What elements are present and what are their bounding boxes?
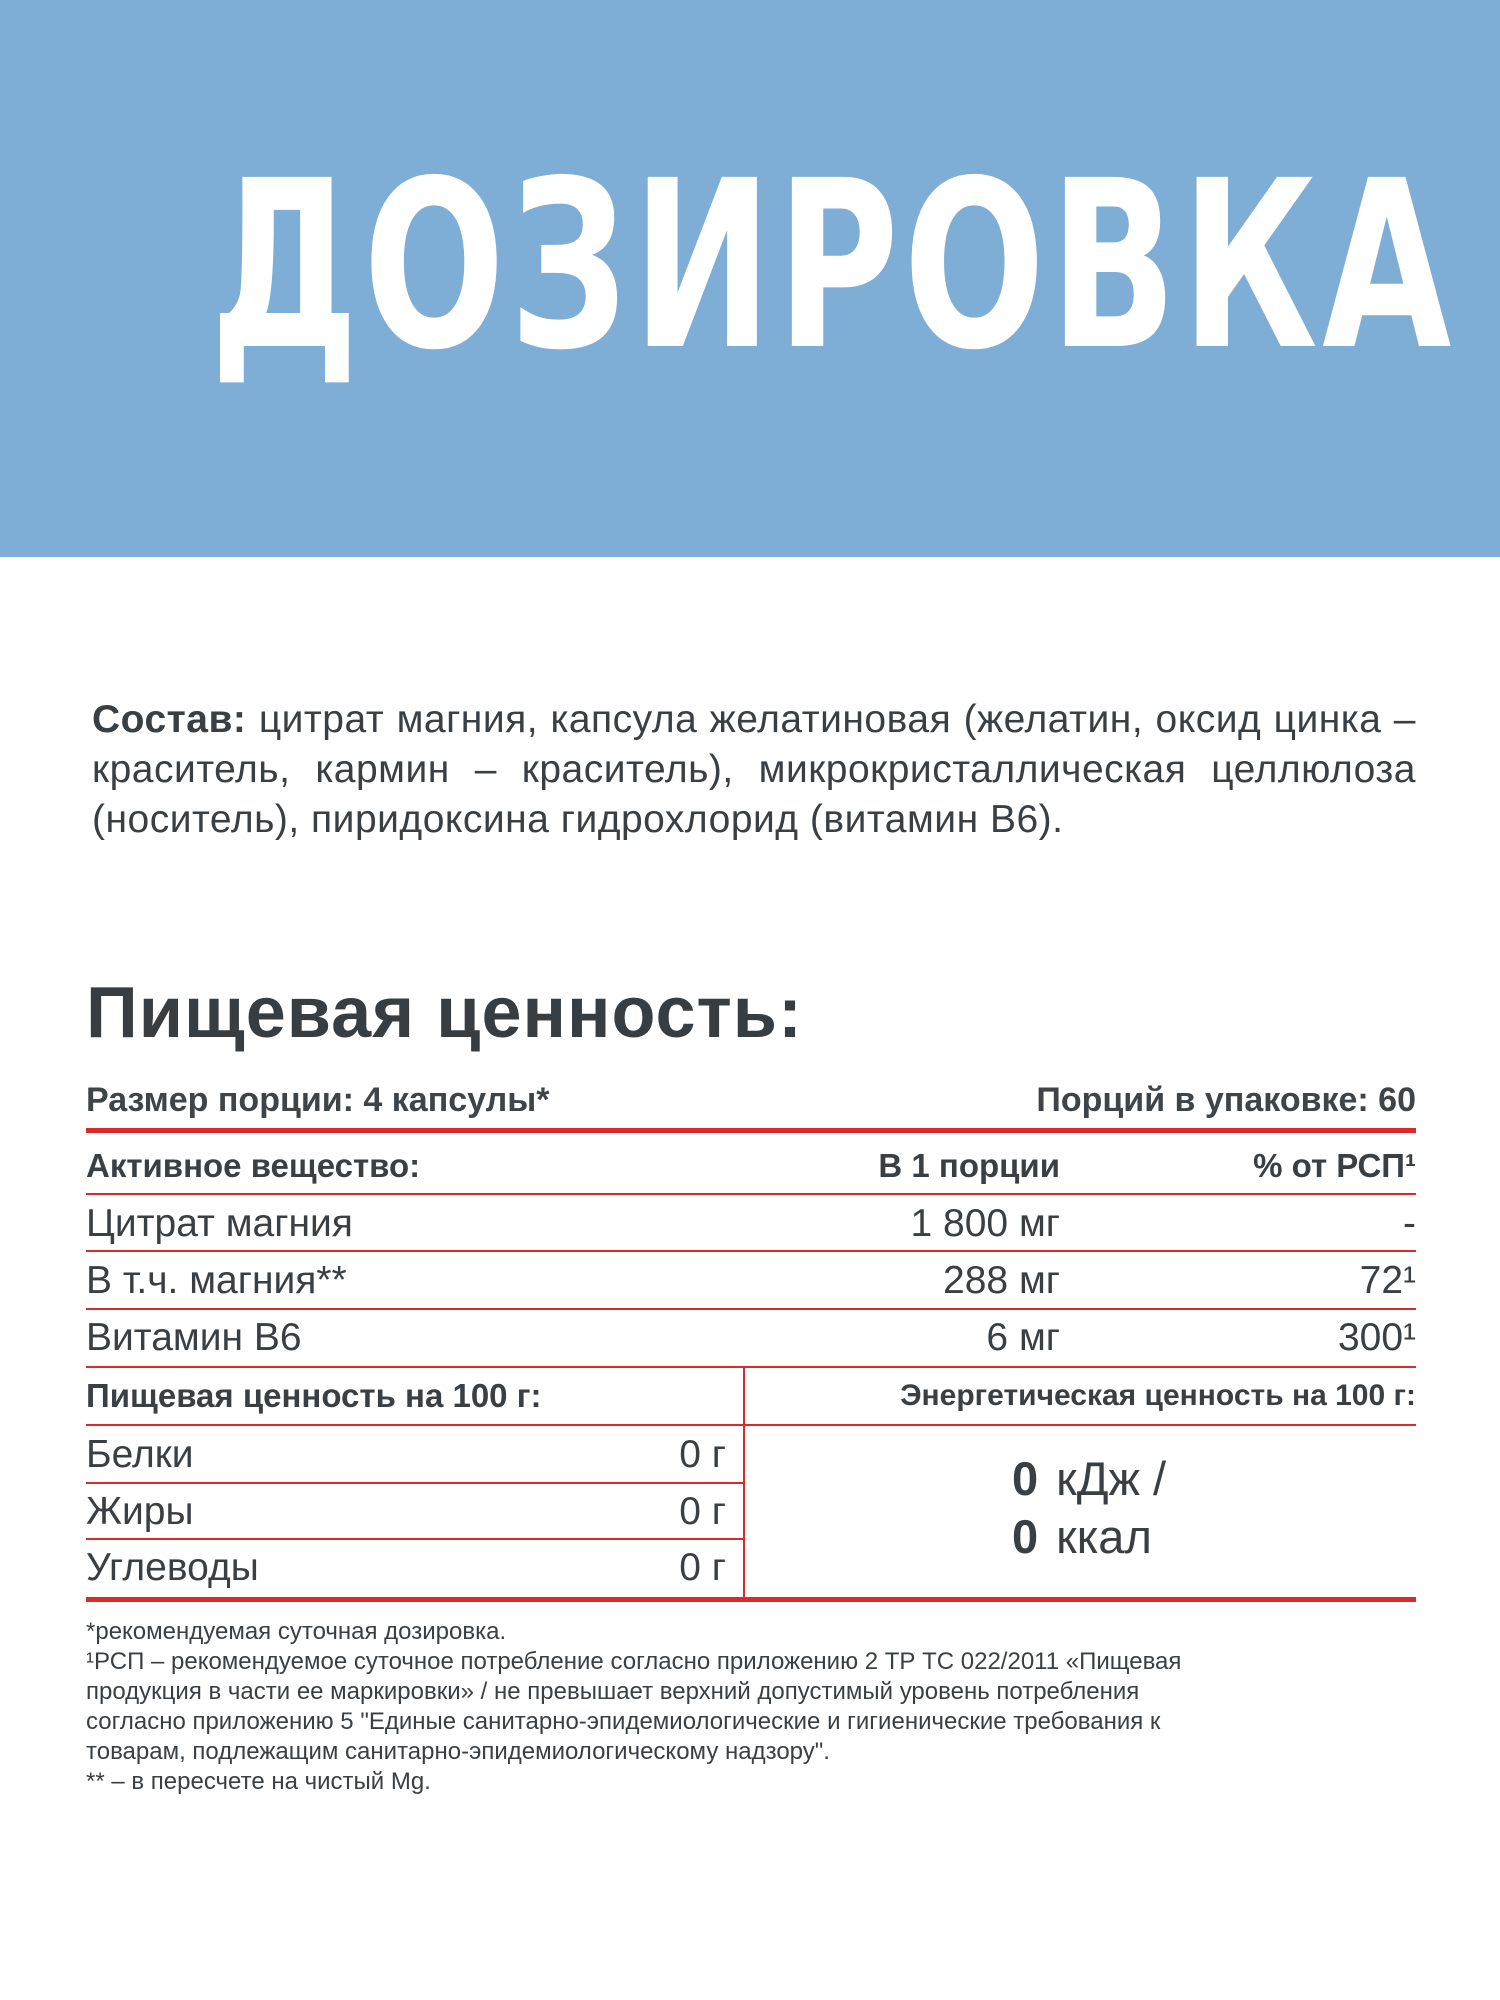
table-bottom-rule: [86, 1597, 1416, 1602]
row-name: В т.ч. магния**: [86, 1259, 347, 1302]
composition-text: цитрат магния, капсула желатиновая (желатин, оксид цинка – краситель, кармин – краситель), микрокристаллическая целлюлоза (носитель), пиридоксина гидрохлорид (витамин В6).: [92, 698, 1416, 841]
nutrition-heading: Пищевая ценность:: [86, 973, 804, 1053]
row-amount: 288 мг: [943, 1259, 1060, 1302]
energy-header: Энергетическая ценность на 100 г:: [900, 1379, 1416, 1412]
row-divider: [86, 1250, 1416, 1252]
energy-value: [1012, 1450, 1166, 1566]
energy-kj-unit: кДж /: [1056, 1452, 1167, 1505]
macro-name: Жиры: [86, 1490, 194, 1533]
energy-kj: [1012, 1450, 1166, 1508]
table-header-row: [86, 1138, 1416, 1194]
footnote-line: ¹РСП – рекомендуемое суточное потребление согласно приложению 2 ТР ТС 022/2011 «Пищевая: [86, 1648, 1182, 1675]
row-name: Цитрат магния: [86, 1202, 353, 1245]
header-rsp: % от РСП¹: [1253, 1147, 1416, 1184]
header-substance: Активное вещество:: [86, 1147, 421, 1184]
row-amount: 1 800 мг: [910, 1202, 1060, 1245]
servings-per-pack: Порций в упаковке: 60: [1036, 1081, 1416, 1119]
row-name: Витамин В6: [86, 1316, 302, 1359]
macro-value: 0 г: [679, 1490, 726, 1533]
macro-name: Белки: [86, 1433, 194, 1476]
row-divider: [86, 1193, 1416, 1195]
macro-name: Углеводы: [86, 1546, 259, 1589]
macro-row: [86, 1427, 726, 1483]
serving-info: [86, 1075, 1416, 1125]
table-top-rule: [86, 1128, 1416, 1133]
macro-value: 0 г: [679, 1433, 726, 1476]
table-row: [86, 1196, 1416, 1252]
row-amount: 6 мг: [986, 1316, 1060, 1359]
row-divider: [86, 1424, 1416, 1426]
macro-value: 0 г: [679, 1546, 726, 1589]
energy-kcal: [1012, 1508, 1166, 1566]
energy-kcal-unit: ккал: [1056, 1510, 1152, 1563]
energy-kcal-value: 0: [1012, 1510, 1039, 1563]
table-row: [86, 1310, 1416, 1366]
macro-row: [86, 1484, 726, 1540]
composition-label: Состав:: [92, 698, 247, 741]
per100-header: Пищевая ценность на 100 г:: [86, 1377, 542, 1414]
footnote-line: согласно приложению 5 "Единые санитарно-эпидемиологические и гигиенические требования к: [86, 1708, 1161, 1735]
macro-row: [86, 1540, 726, 1596]
table-row: [86, 1253, 1416, 1309]
header-per-serving: В 1 порции: [878, 1147, 1060, 1184]
composition-paragraph: [92, 695, 1416, 845]
row-rsp: 300¹: [1337, 1316, 1416, 1359]
row-rsp: 72¹: [1359, 1259, 1416, 1302]
footnote-line: продукция в части ее маркировки» / не превышает верхний допустимый уровень потребления: [86, 1678, 1140, 1705]
energy-kj-value: 0: [1012, 1452, 1039, 1505]
footnote-line: товарам, подлежащим санитарно-эпидемиологическому надзору".: [86, 1738, 830, 1765]
row-rsp: -: [1403, 1202, 1416, 1245]
banner-title: ДОЗИРОВКА: [210, 131, 1456, 401]
footnotes: [86, 1617, 1426, 1797]
header-banner: [0, 0, 1500, 557]
footnote-line: ** – в пересчете на чистый Mg.: [86, 1768, 431, 1795]
serving-size: Размер порции: 4 капсулы*: [86, 1081, 550, 1119]
footnote-line: *рекомендуемая суточная дозировка.: [86, 1618, 507, 1645]
